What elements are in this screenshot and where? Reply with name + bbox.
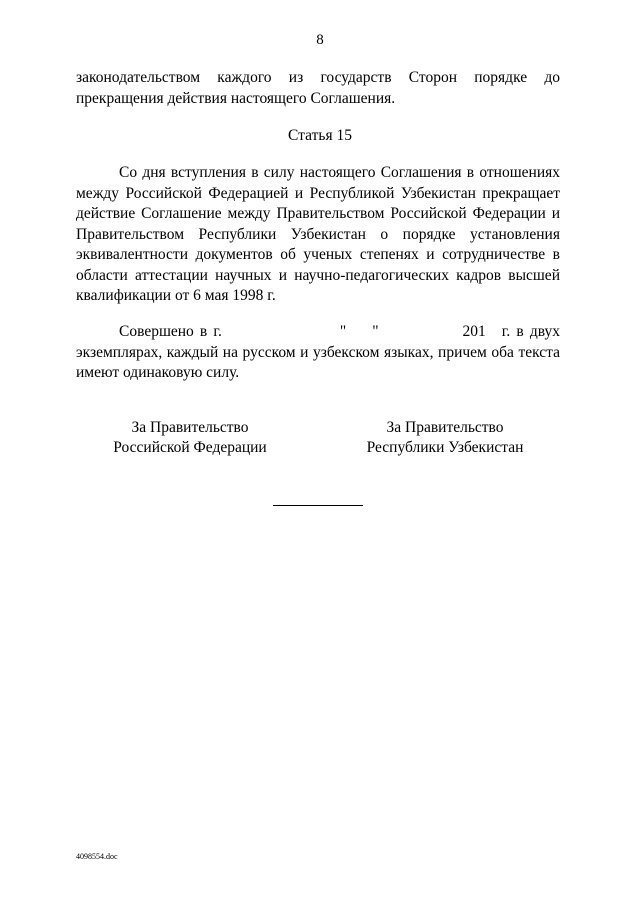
article-paragraph: Со дня вступления в силу настоящего Соглашения в отношениях между Российской Федерацией и Республикой Узбекистан прекращает действие Соглашение между Правительством Российской Федерации и Правительством Республики Узбекистан о порядке установления эквивалентности документов об ученых степенях и сотрудничестве в области аттестации научных и научно-педагогических кадров высшей квалификации от 6 мая 1998 г.	[76, 164, 560, 304]
signature-uzbekistan-line1: За Правительство	[386, 419, 504, 436]
year-prefix: 201	[462, 323, 486, 340]
signature-uzbekistan-line2: Республики Узбекистан	[366, 439, 524, 456]
done-at-rest: г. в двух экземплярах, каждый на русском и узбекском языках, причем оба текста имеют одинаковую силу.	[76, 323, 560, 381]
signature-block-uzbekistan	[355, 418, 535, 458]
quote-close: "	[372, 323, 379, 340]
quote-open: "	[339, 323, 347, 340]
done-at-start: Совершено в г.	[119, 323, 222, 340]
end-rule	[273, 505, 363, 506]
article-heading: Статья 15	[288, 127, 352, 144]
continuation-paragraph: законодательством каждого из государств Сторон порядке до прекращения действия настоящего Соглашения.	[76, 69, 560, 107]
done-at-paragraph	[76, 322, 560, 384]
signature-russia-line2: Российской Федерации	[113, 439, 267, 456]
page-number: 8	[316, 32, 324, 48]
footer-filename: 4098554.doc	[76, 852, 118, 861]
signature-block-russia	[100, 418, 280, 458]
signature-russia-line1: За Правительство	[131, 419, 249, 436]
